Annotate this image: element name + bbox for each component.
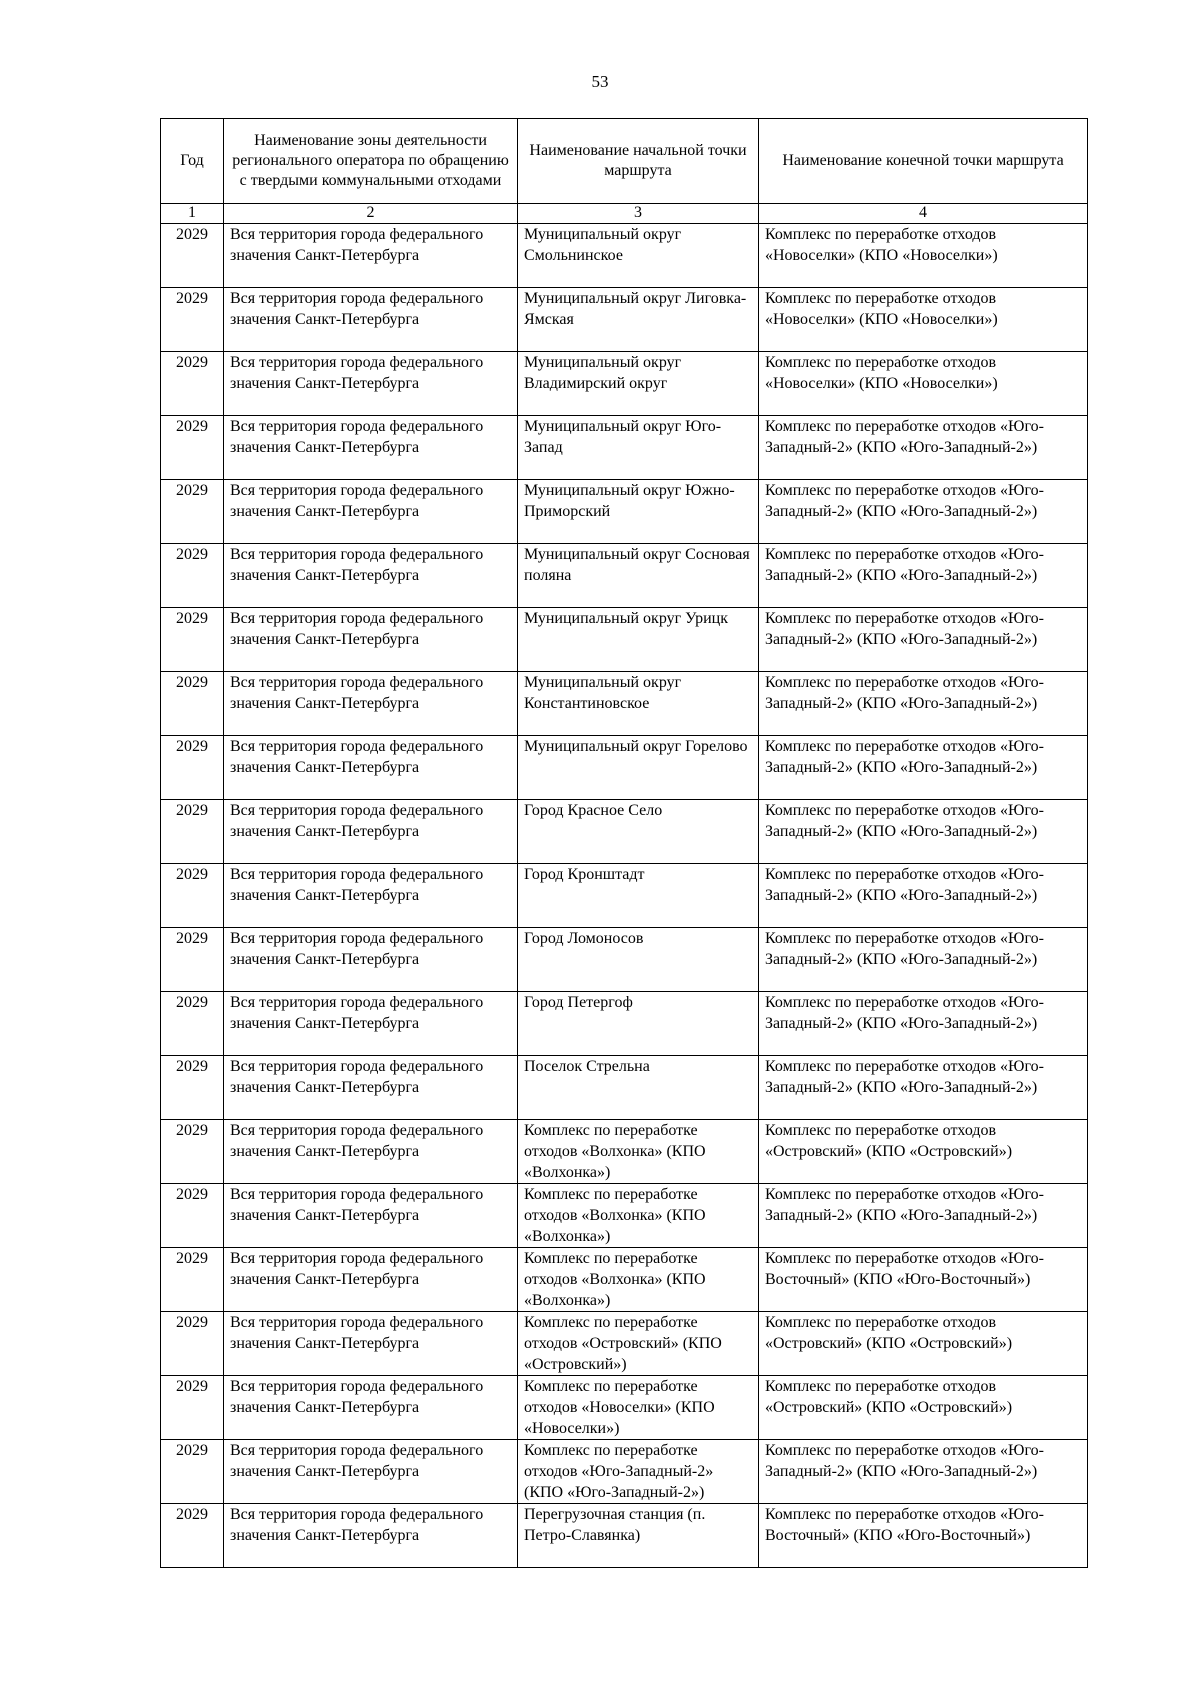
cell-start-point: Муниципальный округ Южно-Приморский	[518, 480, 759, 544]
cell-zone: Вся территория города федерального значения Санкт-Петербурга	[224, 1440, 518, 1504]
cell-start-point: Муниципальный округ Владимирский округ	[518, 352, 759, 416]
column-number: 2	[224, 204, 518, 224]
cell-zone: Вся территория города федерального значения Санкт-Петербурга	[224, 992, 518, 1056]
cell-start-point: Муниципальный округ Сосновая поляна	[518, 544, 759, 608]
cell-end-point: Комплекс по переработке отходов «Новоселки» (КПО «Новоселки»)	[759, 224, 1088, 288]
cell-year: 2029	[161, 992, 224, 1056]
table-row	[161, 1184, 1088, 1248]
cell-end-point: Комплекс по переработке отходов «Юго-Западный-2» (КПО «Юго-Западный-2»)	[759, 928, 1088, 992]
cell-zone: Вся территория города федерального значения Санкт-Петербурга	[224, 672, 518, 736]
cell-end-point: Комплекс по переработке отходов «Юго-Западный-2» (КПО «Юго-Западный-2»)	[759, 1184, 1088, 1248]
cell-start-point: Муниципальный округ Лиговка-Ямская	[518, 288, 759, 352]
table-row	[161, 1504, 1088, 1568]
cell-year: 2029	[161, 864, 224, 928]
cell-end-point: Комплекс по переработке отходов «Юго-Восточный» (КПО «Юго-Восточный»)	[759, 1504, 1088, 1568]
cell-start-point: Комплекс по переработке отходов «Новоселки» (КПО «Новоселки»)	[518, 1376, 759, 1440]
cell-end-point: Комплекс по переработке отходов «Юго-Восточный» (КПО «Юго-Восточный»)	[759, 1248, 1088, 1312]
cell-end-point: Комплекс по переработке отходов «Островский» (КПО «Островский»)	[759, 1120, 1088, 1184]
cell-start-point: Перегрузочная станция (п. Петро-Славянка)	[518, 1504, 759, 1568]
cell-start-point: Муниципальный округ Горелово	[518, 736, 759, 800]
table-row	[161, 1120, 1088, 1184]
cell-year: 2029	[161, 736, 224, 800]
table-row	[161, 1376, 1088, 1440]
table-row	[161, 800, 1088, 864]
cell-end-point: Комплекс по переработке отходов «Островский» (КПО «Островский»)	[759, 1376, 1088, 1440]
table-row	[161, 352, 1088, 416]
routes-table	[160, 118, 1088, 1568]
cell-year: 2029	[161, 1248, 224, 1312]
cell-year: 2029	[161, 1504, 224, 1568]
cell-end-point: Комплекс по переработке отходов «Юго-Западный-2» (КПО «Юго-Западный-2»)	[759, 800, 1088, 864]
cell-year: 2029	[161, 1376, 224, 1440]
table-row	[161, 1440, 1088, 1504]
table-row	[161, 288, 1088, 352]
cell-start-point: Город Ломоносов	[518, 928, 759, 992]
cell-end-point: Комплекс по переработке отходов «Юго-Западный-2» (КПО «Юго-Западный-2»)	[759, 1056, 1088, 1120]
cell-zone: Вся территория города федерального значения Санкт-Петербурга	[224, 800, 518, 864]
cell-year: 2029	[161, 672, 224, 736]
cell-end-point: Комплекс по переработке отходов «Юго-Западный-2» (КПО «Юго-Западный-2»)	[759, 1440, 1088, 1504]
table-row	[161, 480, 1088, 544]
cell-end-point: Комплекс по переработке отходов «Юго-Западный-2» (КПО «Юго-Западный-2»)	[759, 544, 1088, 608]
header-end-point: Наименование конечной точки маршрута	[759, 119, 1088, 204]
cell-start-point: Комплекс по переработке отходов «Волхонка» (КПО «Волхонка»)	[518, 1248, 759, 1312]
table-row	[161, 608, 1088, 672]
cell-end-point: Комплекс по переработке отходов «Юго-Западный-2» (КПО «Юго-Западный-2»)	[759, 672, 1088, 736]
cell-year: 2029	[161, 1184, 224, 1248]
cell-start-point: Комплекс по переработке отходов «Волхонка» (КПО «Волхонка»)	[518, 1184, 759, 1248]
table-row	[161, 672, 1088, 736]
cell-zone: Вся территория города федерального значения Санкт-Петербурга	[224, 1504, 518, 1568]
cell-year: 2029	[161, 608, 224, 672]
cell-start-point: Город Красное Село	[518, 800, 759, 864]
table-row	[161, 224, 1088, 288]
cell-start-point: Муниципальный округ Юго-Запад	[518, 416, 759, 480]
cell-zone: Вся территория города федерального значения Санкт-Петербурга	[224, 416, 518, 480]
cell-zone: Вся территория города федерального значения Санкт-Петербурга	[224, 224, 518, 288]
cell-zone: Вся территория города федерального значения Санкт-Петербурга	[224, 1312, 518, 1376]
cell-year: 2029	[161, 1440, 224, 1504]
cell-end-point: Комплекс по переработке отходов «Юго-Западный-2» (КПО «Юго-Западный-2»)	[759, 992, 1088, 1056]
table-row	[161, 864, 1088, 928]
header-zone: Наименование зоны деятельности регионального оператора по обращению с твердыми коммунальными отходами	[224, 119, 518, 204]
table-body	[161, 224, 1088, 1568]
header-year: Год	[161, 119, 224, 204]
page-number: 53	[591, 72, 609, 91]
table-row	[161, 1056, 1088, 1120]
cell-year: 2029	[161, 1056, 224, 1120]
cell-zone: Вся территория города федерального значения Санкт-Петербурга	[224, 1248, 518, 1312]
cell-zone: Вся территория города федерального значения Санкт-Петербурга	[224, 1376, 518, 1440]
column-number: 1	[161, 204, 224, 224]
cell-end-point: Комплекс по переработке отходов «Новоселки» (КПО «Новоселки»)	[759, 352, 1088, 416]
cell-end-point: Комплекс по переработке отходов «Островский» (КПО «Островский»)	[759, 1312, 1088, 1376]
cell-start-point: Муниципальный округ Урицк	[518, 608, 759, 672]
cell-zone: Вся территория города федерального значения Санкт-Петербурга	[224, 1184, 518, 1248]
cell-year: 2029	[161, 1312, 224, 1376]
cell-zone: Вся территория города федерального значения Санкт-Петербурга	[224, 736, 518, 800]
cell-start-point: Комплекс по переработке отходов «Волхонка» (КПО «Волхонка»)	[518, 1120, 759, 1184]
cell-end-point: Комплекс по переработке отходов «Юго-Западный-2» (КПО «Юго-Западный-2»)	[759, 608, 1088, 672]
cell-zone: Вся территория города федерального значения Санкт-Петербурга	[224, 1120, 518, 1184]
cell-start-point: Город Петергоф	[518, 992, 759, 1056]
table-row	[161, 1312, 1088, 1376]
cell-zone: Вся территория города федерального значения Санкт-Петербурга	[224, 608, 518, 672]
table-row	[161, 736, 1088, 800]
cell-year: 2029	[161, 288, 224, 352]
cell-end-point: Комплекс по переработке отходов «Новоселки» (КПО «Новоселки»)	[759, 288, 1088, 352]
cell-zone: Вся территория города федерального значения Санкт-Петербурга	[224, 1056, 518, 1120]
cell-start-point: Поселок Стрельна	[518, 1056, 759, 1120]
cell-end-point: Комплекс по переработке отходов «Юго-Западный-2» (КПО «Юго-Западный-2»)	[759, 416, 1088, 480]
cell-zone: Вся территория города федерального значения Санкт-Петербурга	[224, 928, 518, 992]
cell-end-point: Комплекс по переработке отходов «Юго-Западный-2» (КПО «Юго-Западный-2»)	[759, 736, 1088, 800]
cell-year: 2029	[161, 928, 224, 992]
cell-end-point: Комплекс по переработке отходов «Юго-Западный-2» (КПО «Юго-Западный-2»)	[759, 480, 1088, 544]
column-number: 4	[759, 204, 1088, 224]
header-row	[161, 119, 1088, 204]
cell-start-point: Комплекс по переработке отходов «Островский» (КПО «Островский»)	[518, 1312, 759, 1376]
cell-year: 2029	[161, 800, 224, 864]
cell-year: 2029	[161, 224, 224, 288]
header-start-point: Наименование начальной точки маршрута	[518, 119, 759, 204]
column-number-row	[161, 204, 1088, 224]
cell-year: 2029	[161, 544, 224, 608]
table-row	[161, 416, 1088, 480]
table-row	[161, 1248, 1088, 1312]
cell-zone: Вся территория города федерального значения Санкт-Петербурга	[224, 864, 518, 928]
cell-year: 2029	[161, 480, 224, 544]
column-number: 3	[518, 204, 759, 224]
cell-year: 2029	[161, 352, 224, 416]
cell-end-point: Комплекс по переработке отходов «Юго-Западный-2» (КПО «Юго-Западный-2»)	[759, 864, 1088, 928]
table-row	[161, 928, 1088, 992]
cell-zone: Вся территория города федерального значения Санкт-Петербурга	[224, 352, 518, 416]
cell-start-point: Город Кронштадт	[518, 864, 759, 928]
cell-zone: Вся территория города федерального значения Санкт-Петербурга	[224, 480, 518, 544]
cell-year: 2029	[161, 1120, 224, 1184]
cell-start-point: Муниципальный округ Смольнинское	[518, 224, 759, 288]
cell-start-point: Комплекс по переработке отходов «Юго-Западный-2» (КПО «Юго-Западный-2»)	[518, 1440, 759, 1504]
table-row	[161, 992, 1088, 1056]
cell-start-point: Муниципальный округ Константиновское	[518, 672, 759, 736]
cell-year: 2029	[161, 416, 224, 480]
cell-zone: Вся территория города федерального значения Санкт-Петербурга	[224, 288, 518, 352]
cell-zone: Вся территория города федерального значения Санкт-Петербурга	[224, 544, 518, 608]
table-row	[161, 544, 1088, 608]
